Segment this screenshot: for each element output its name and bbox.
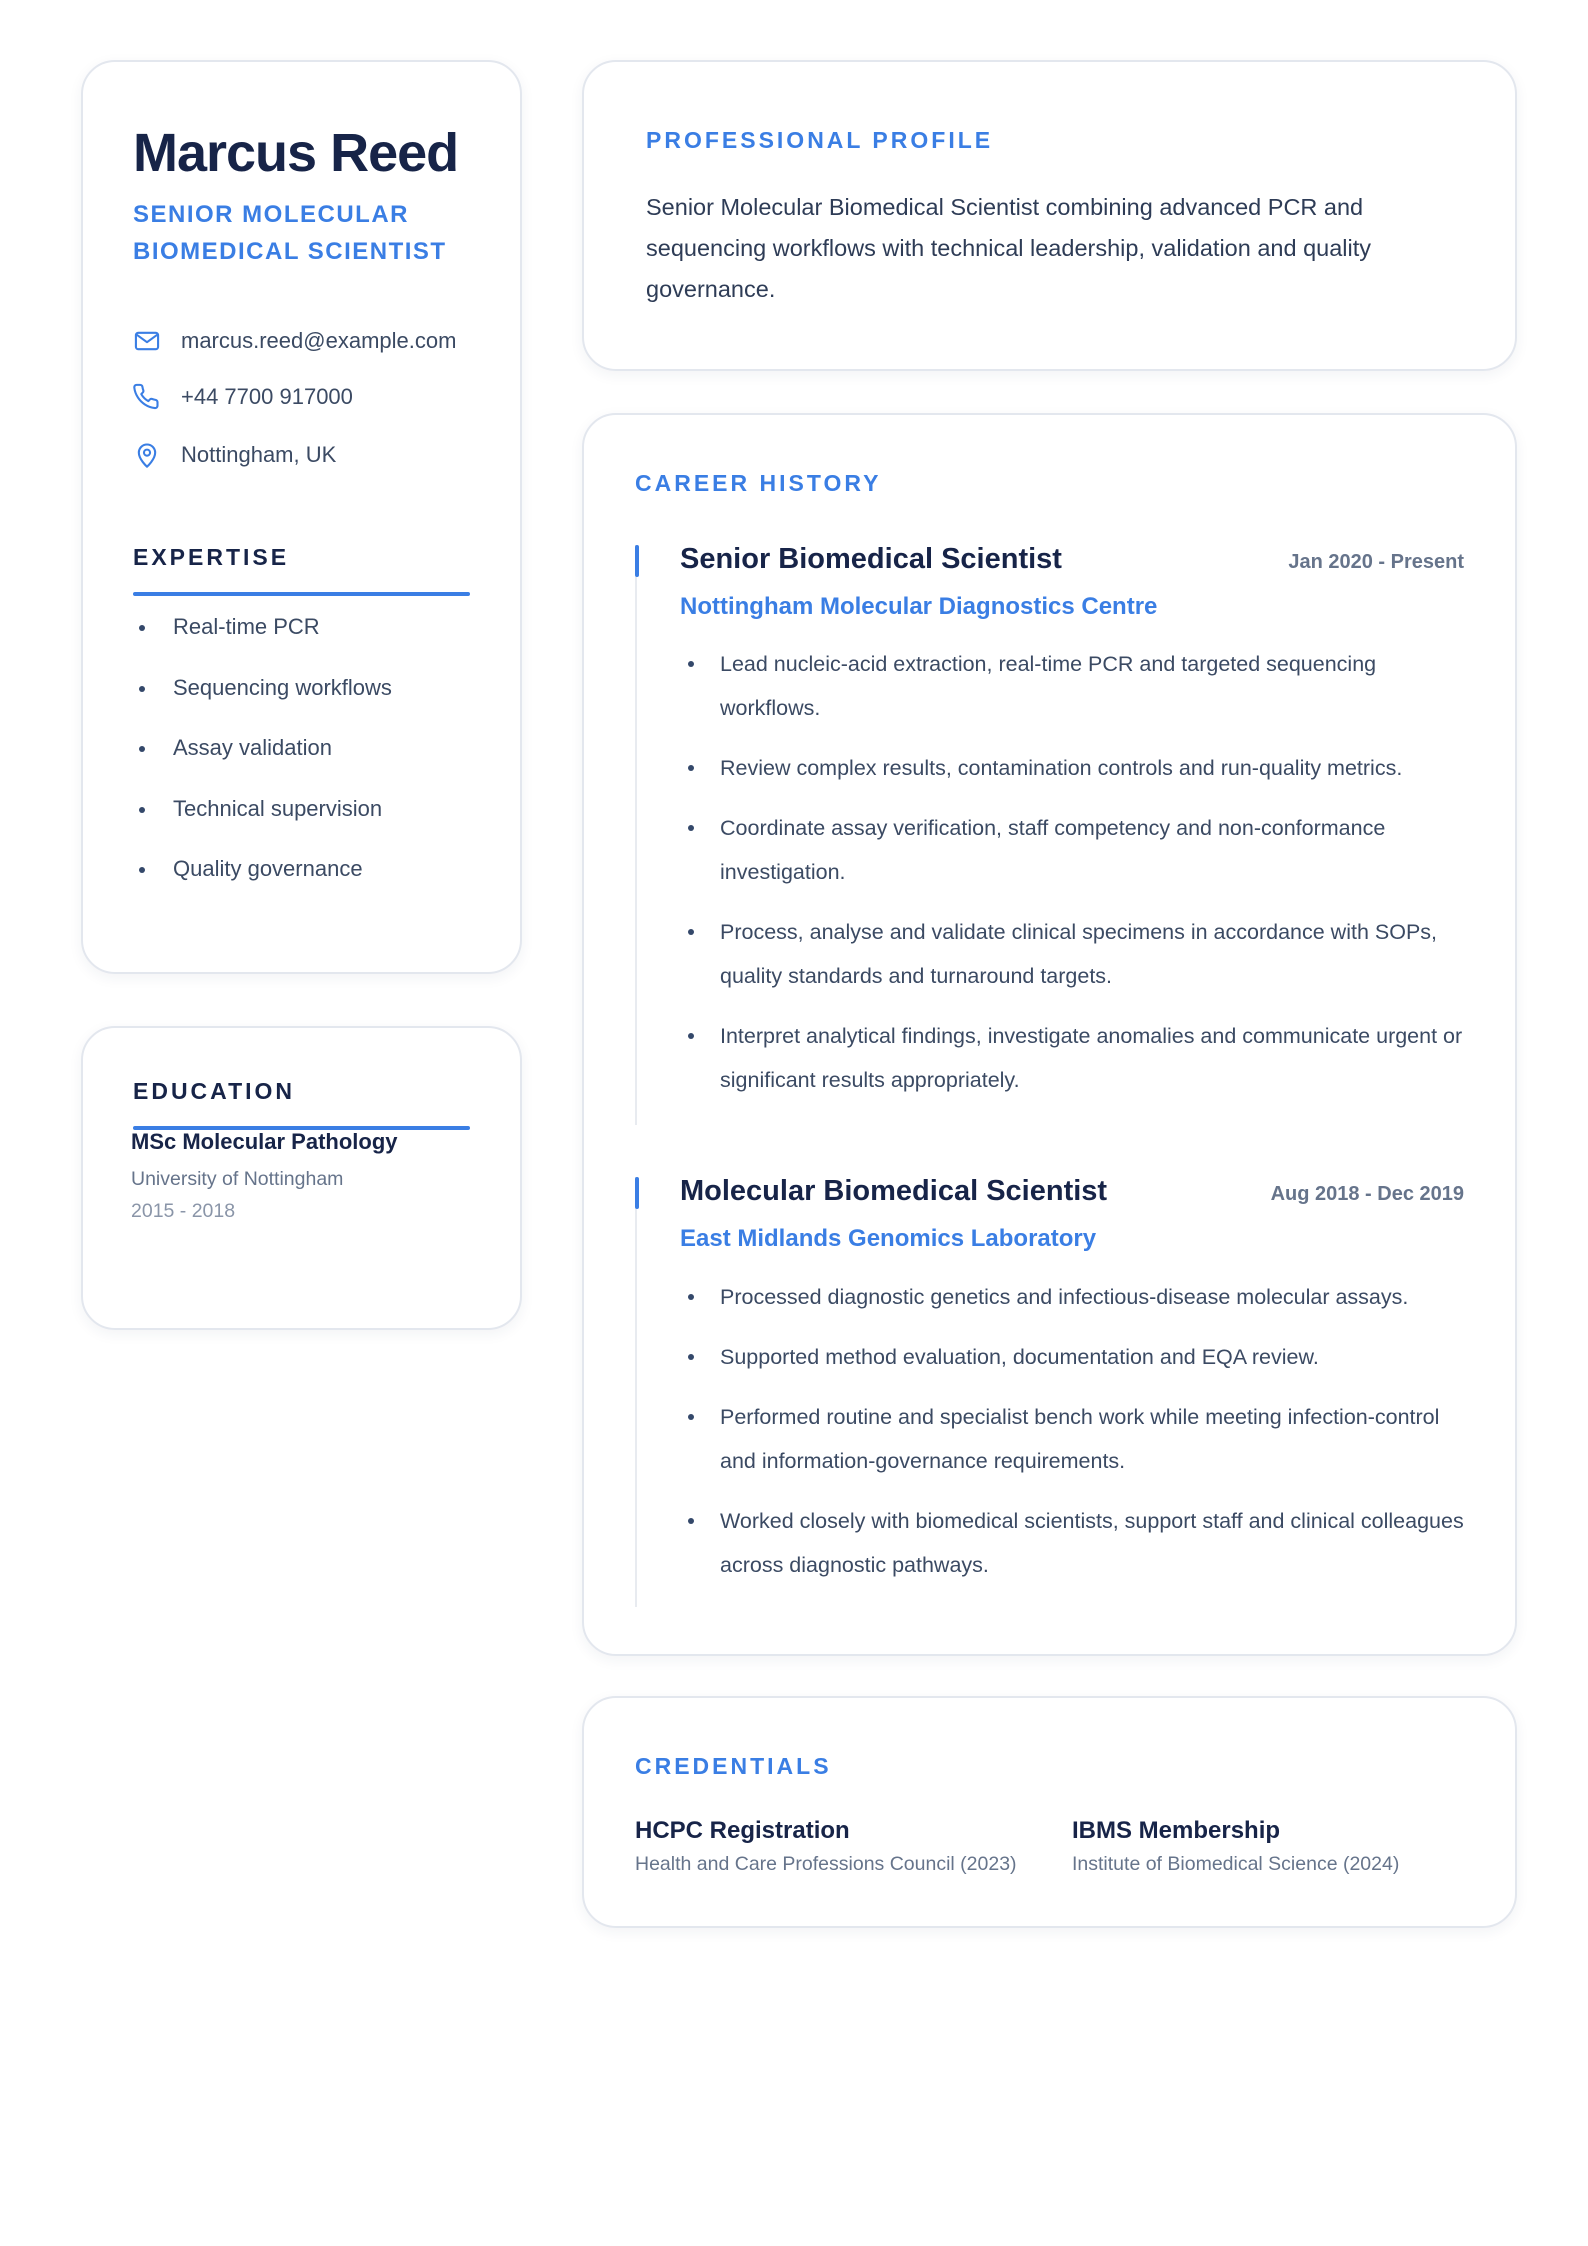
job-marker (635, 545, 639, 577)
list-item: Process, analyse and validate clinical specimens in accordance with SOPs, quality standards and turnaround targets. (680, 910, 1470, 998)
job-title: Molecular Biomedical Scientist (680, 1175, 1108, 1207)
list-item: Supported method evaluation, documentation and EQA review. (680, 1335, 1470, 1379)
job-timeline (635, 1177, 637, 1607)
list-item: Assay validation (133, 733, 473, 794)
contact-card (81, 60, 522, 974)
credentials-heading: CREDENTIALS (635, 1753, 832, 1779)
list-item: Processed diagnostic genetics and infectious-disease molecular assays. (680, 1275, 1470, 1319)
job-organization: East Midlands Genomics Laboratory (680, 1225, 1097, 1252)
job-dates: Aug 2018 - Dec 2019 (1270, 1183, 1464, 1205)
candidate-name: Marcus Reed (133, 123, 459, 183)
contact-email[interactable] (133, 326, 456, 356)
profile-card (582, 60, 1517, 371)
list-item: Worked closely with biomedical scientists, support staff and clinical colleagues across diagnostic pathways. (680, 1499, 1470, 1587)
job-marker (635, 1177, 639, 1209)
list-item: Technical supervision (133, 794, 473, 855)
education-years: 2015 - 2018 (131, 1200, 236, 1222)
list-item: Lead nucleic-acid extraction, real-time PCR and targeted sequencing workflows. (680, 642, 1470, 730)
job-bullets (680, 1275, 1470, 1603)
education-heading: EDUCATION (133, 1078, 296, 1104)
list-item: Quality governance (133, 854, 473, 915)
job-organization: Nottingham Molecular Diagnostics Centre (680, 593, 1158, 620)
phone-icon (133, 383, 161, 411)
list-item: Review complex results, contamination controls and run-quality metrics. (680, 746, 1470, 790)
credential-title: HCPC Registration (635, 1817, 850, 1844)
phone-text: +44 7700 917000 (181, 384, 353, 409)
location-text: Nottingham, UK (181, 442, 337, 467)
list-item: Interpret analytical findings, investigate anomalies and communicate urgent or significant results appropriately. (680, 1014, 1470, 1102)
education-institution: University of Nottingham (131, 1168, 344, 1190)
career-heading: CAREER HISTORY (635, 470, 882, 496)
list-item: Performed routine and specialist bench work while meeting infection-control and information-governance requirements. (680, 1395, 1470, 1483)
job-timeline (635, 545, 637, 1125)
expertise-heading: EXPERTISE (133, 544, 290, 570)
mail-icon (133, 327, 161, 355)
credentials-card (582, 1696, 1517, 1928)
credential-detail: Institute of Biomedical Science (2024) (1072, 1853, 1400, 1875)
credential-detail: Health and Care Professions Council (2023) (635, 1853, 1017, 1875)
credential-title: IBMS Membership (1072, 1817, 1281, 1844)
education-degree: MSc Molecular Pathology (131, 1129, 398, 1154)
email-text: marcus.reed@example.com (181, 328, 457, 353)
candidate-role: SENIOR MOLECULAR BIOMEDICAL SCIENTIST (133, 201, 447, 265)
career-card (582, 413, 1517, 1656)
job-dates: Jan 2020 - Present (1288, 551, 1464, 573)
list-item: Real-time PCR (133, 612, 473, 673)
job-bullets (680, 642, 1470, 1118)
list-item: Sequencing workflows (133, 673, 473, 734)
expertise-underline (133, 592, 470, 596)
list-item: Coordinate assay verification, staff competency and non-conformance investigation. (680, 806, 1470, 894)
profile-heading: PROFESSIONAL PROFILE (646, 127, 994, 153)
job-title: Senior Biomedical Scientist (680, 543, 1062, 575)
location-pin-icon (133, 441, 161, 469)
contact-location (133, 440, 336, 470)
profile-summary: Senior Molecular Biomedical Scientist combining advanced PCR and sequencing workflows with technical leadership, validation and quality governance. (646, 194, 1372, 302)
expertise-list (133, 612, 473, 915)
contact-phone[interactable] (133, 382, 353, 412)
